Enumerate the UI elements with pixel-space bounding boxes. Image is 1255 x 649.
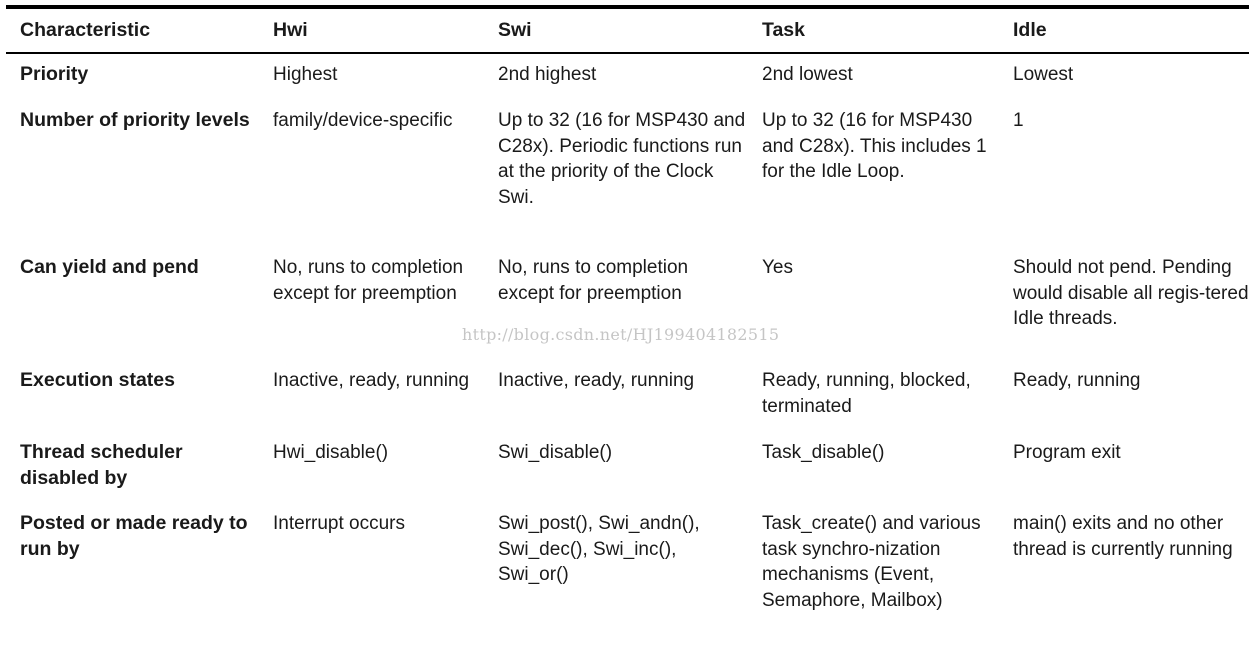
cell-task: Task_disable(): [762, 442, 885, 463]
cell-hwi: Hwi_disable(): [273, 442, 389, 463]
cell-hwi: family/device-specific: [273, 110, 453, 131]
watermark-url: http://blog.csdn.net/HJ199404182515: [462, 325, 780, 344]
row-label: Can yield and pend: [20, 256, 199, 278]
cell-idle: Lowest: [1013, 64, 1074, 85]
cell-idle: Program exit: [1013, 442, 1121, 463]
table-row-posted-ready: [6, 511, 1249, 641]
cell-hwi: No, runs to completion except for preemption: [273, 257, 464, 304]
cell-idle: main() exits and no other thread is currently running: [1013, 513, 1233, 560]
cell-task: Up to 32 (16 for MSP430 and C28x). This includes 1 for the Idle Loop.: [762, 110, 987, 182]
cell-swi: Swi_disable(): [498, 442, 613, 463]
cell-idle: Ready, running: [1013, 370, 1141, 391]
cell-swi: Inactive, ready, running: [498, 370, 695, 391]
cell-hwi: Inactive, ready, running: [273, 370, 470, 391]
table-row-scheduler-disabled: [6, 440, 1249, 511]
cell-idle: Should not pend. Pending would disable all regis-tered Idle threads.: [1013, 257, 1249, 329]
cell-task: Ready, running, blocked, terminated: [762, 370, 971, 417]
table-header-row: [6, 9, 1249, 52]
cell-task: Yes: [762, 257, 793, 278]
row-label: Execution states: [20, 369, 175, 391]
cell-hwi: Interrupt occurs: [273, 513, 405, 534]
row-label: Priority: [20, 63, 89, 85]
cell-task: Task_create() and various task synchro-nization mechanisms (Event, Semaphore, Mailbox): [762, 513, 981, 611]
table-row-priority-levels: [6, 108, 1249, 255]
cell-swi: Swi_post(), Swi_andn(), Swi_dec(), Swi_inc(), Swi_or(): [498, 513, 700, 585]
cell-task: 2nd lowest: [762, 64, 853, 85]
table-row-priority: [6, 52, 1249, 108]
column-header-swi: Swi: [498, 19, 532, 41]
row-label: Thread scheduler disabled by: [20, 441, 183, 489]
table-row-execution-states: [6, 368, 1249, 440]
cell-swi: No, runs to completion except for preemption: [498, 257, 689, 304]
cell-swi: Up to 32 (16 for MSP430 and C28x). Periodic functions run at the priority of the Clock Swi.: [498, 110, 746, 208]
row-label: Posted or made ready to run by: [20, 512, 248, 560]
table-row-yield-pend: [6, 255, 1249, 368]
cell-swi: 2nd highest: [498, 64, 597, 85]
column-header-task: Task: [762, 19, 805, 41]
cell-hwi: Highest: [273, 64, 338, 85]
cell-idle: 1: [1013, 110, 1024, 131]
column-header-hwi: Hwi: [273, 19, 308, 41]
row-label: Number of priority levels: [20, 109, 250, 131]
column-header-characteristic: Characteristic: [20, 19, 151, 41]
column-header-idle: Idle: [1013, 19, 1047, 41]
